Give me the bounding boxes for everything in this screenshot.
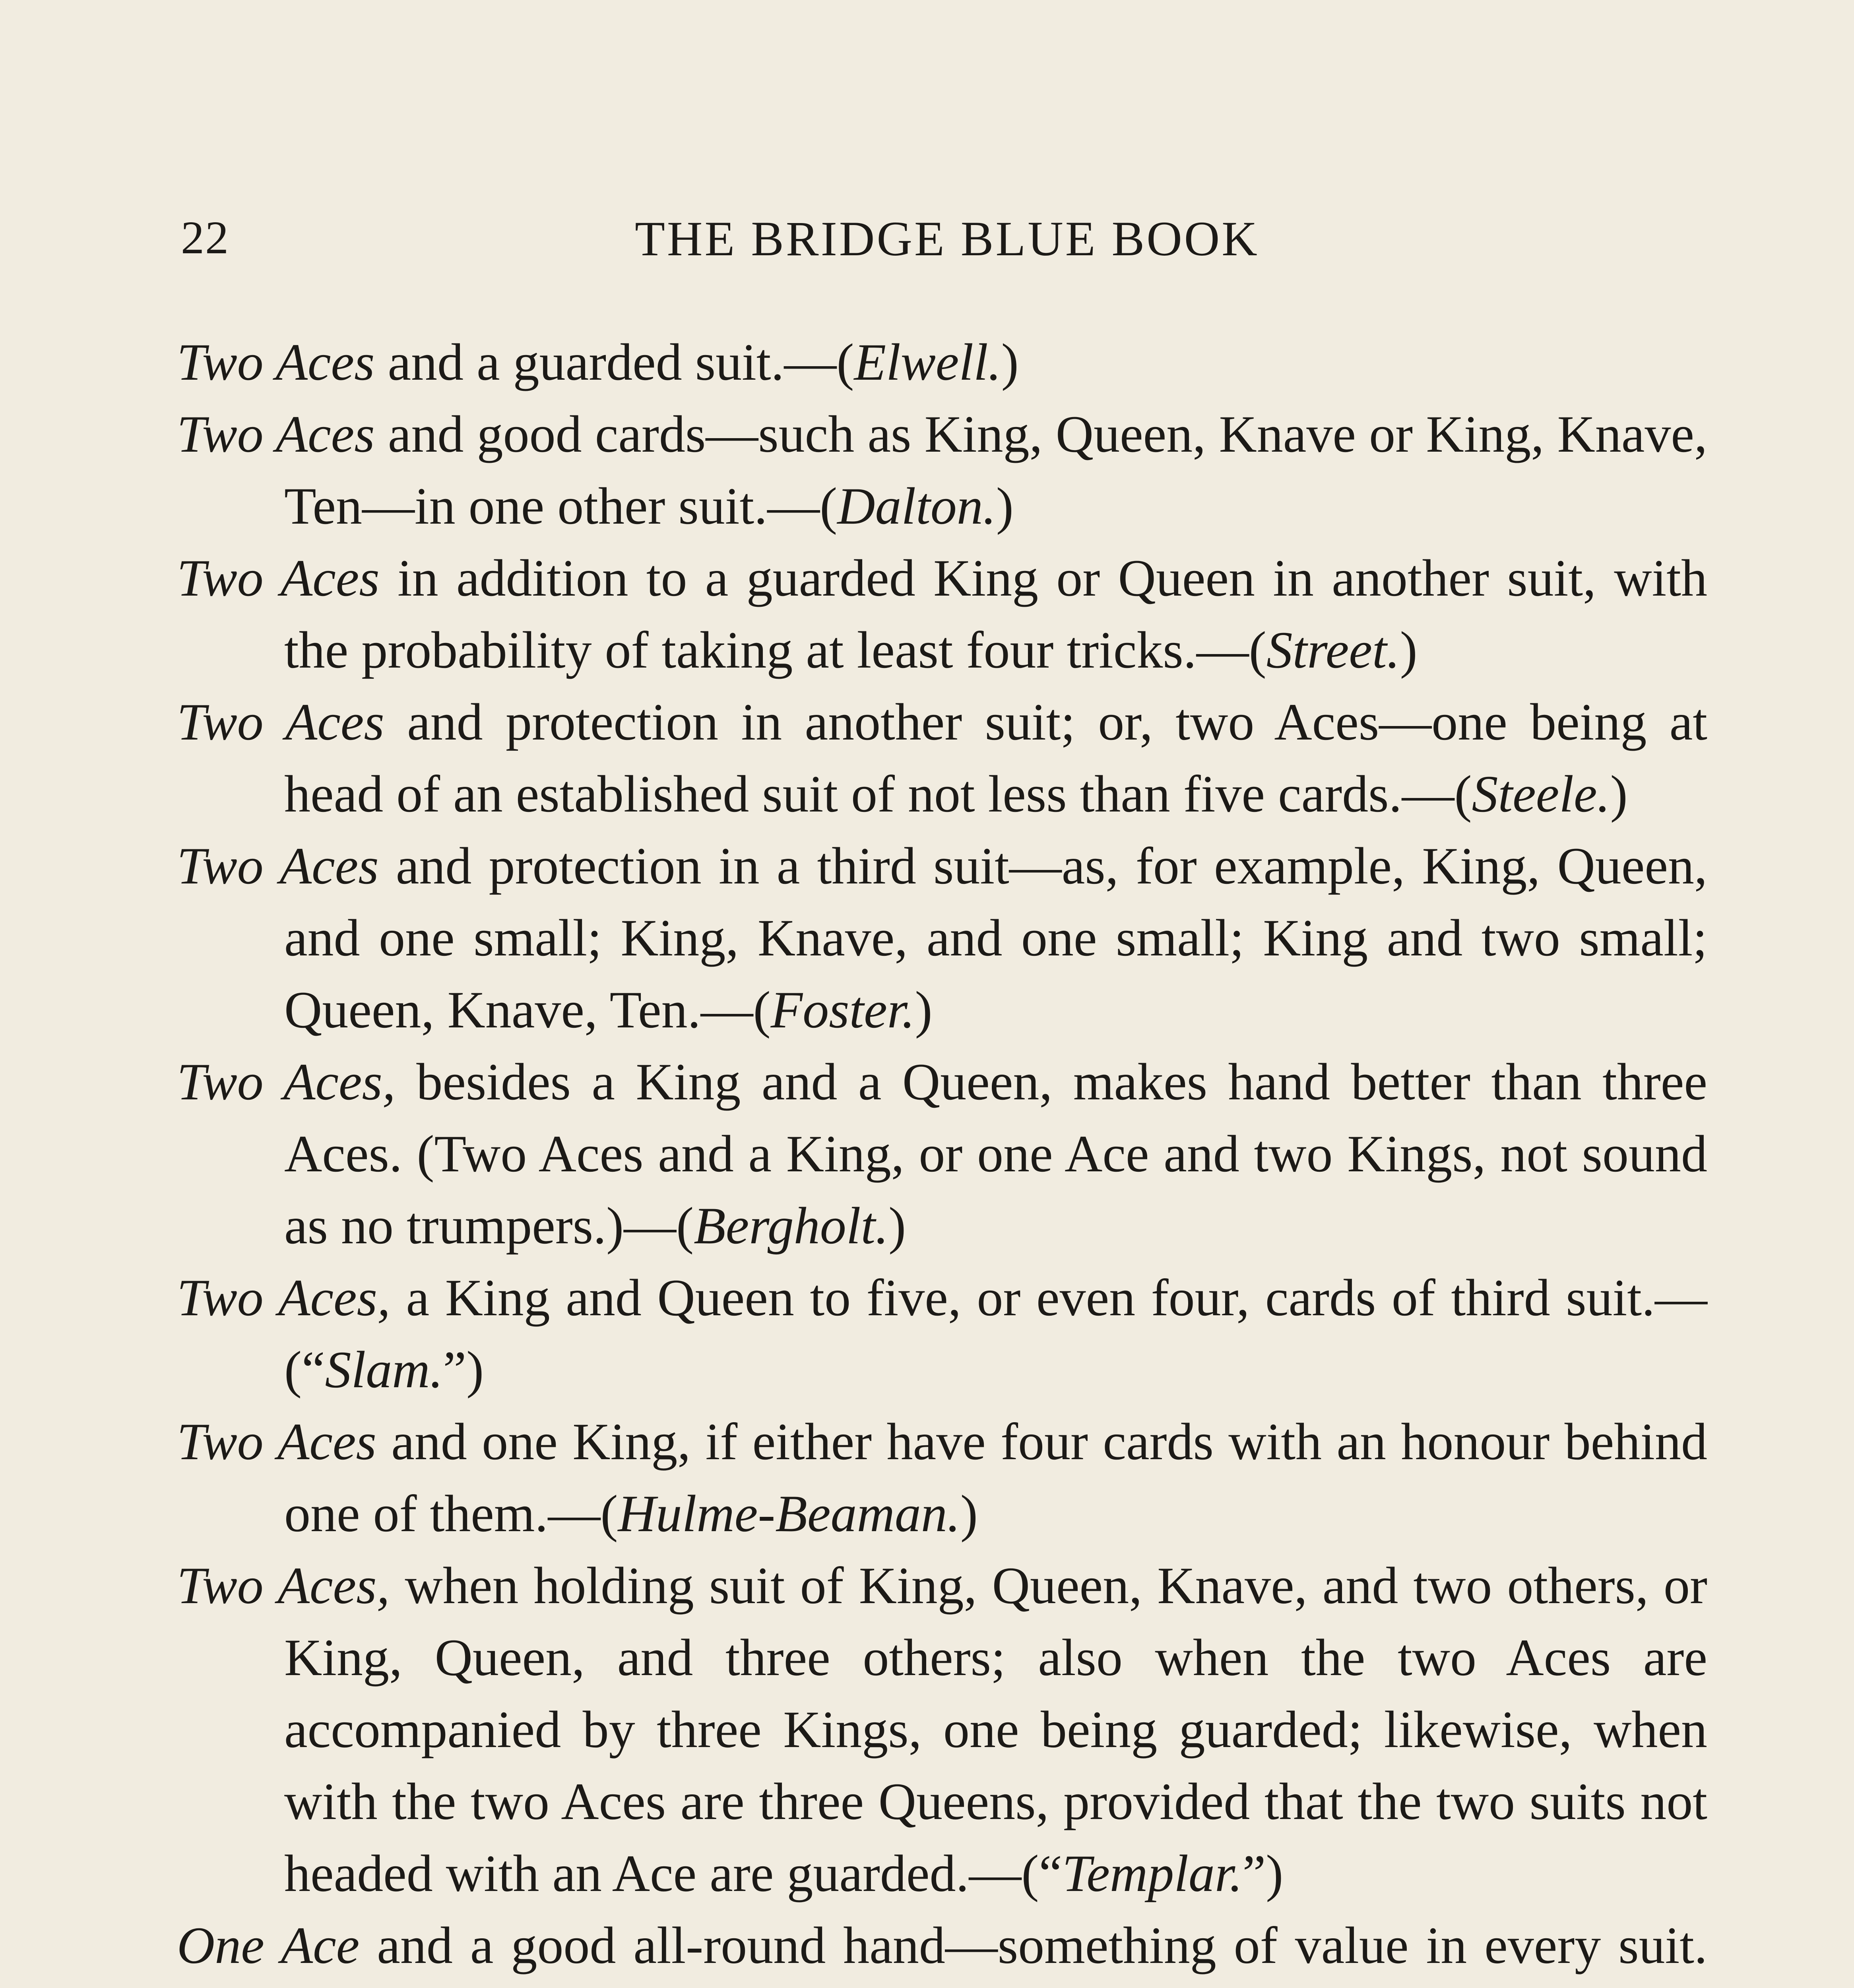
entry-after: ) <box>915 980 933 1039</box>
entry-lead: Two Aces, <box>177 1052 396 1111</box>
entry-after: ”) <box>443 1340 484 1399</box>
entry <box>177 326 1707 398</box>
entry <box>177 1406 1707 1549</box>
entry <box>177 542 1707 686</box>
entry-text: and a good all-round hand—something of value in every suit. <box>377 1916 1707 1974</box>
entry-lead: Two Aces, <box>177 1556 390 1615</box>
entry-source: Elwell. <box>854 333 1001 391</box>
entry-text: when holding suit of King, Queen, Knave, and two others, or King, Queen, and three others; also when the two Aces are accompanied by three Kings, one being guarded; likewise, when with the two Aces are three Queens, provided that the two suits not headed with an Ace are guarded.—(“ <box>284 1556 1708 1903</box>
entry-after: ) <box>1001 333 1019 391</box>
entry-source: Dalton. <box>837 477 996 535</box>
entry-lead: Two Aces <box>177 1412 376 1471</box>
entry-after: ) <box>996 477 1014 535</box>
entry-text: besides a King and a Queen, makes hand better than three Aces. (Two Aces and a King, or one Ace and two Kings, not sound as no trumpers.)—( <box>284 1052 1707 1255</box>
entry-text: and a guarded suit.—( <box>374 333 854 391</box>
page-header <box>181 211 1713 290</box>
entry-source: Foster. <box>770 980 915 1039</box>
entry-text: and protection in a third suit—as, for example, King, Queen, and one small; King, Knave, and one small; King and two small; Queen, Knave, Ten.—( <box>284 837 1707 1039</box>
entry-lead: Two Aces <box>177 333 375 391</box>
entry <box>177 830 1707 1046</box>
entry <box>177 1046 1707 1262</box>
page-body <box>177 326 1707 1988</box>
entry-source: Templar. <box>1062 1844 1243 1903</box>
entry <box>177 686 1707 830</box>
running-title: THE BRIDGE BLUE BOOK <box>635 212 1259 266</box>
entry-lead: Two Aces <box>177 405 375 463</box>
entry <box>177 1909 1707 1988</box>
entry-text: a King and Queen to five, or even four, cards of third suit.—(“ <box>284 1268 1708 1399</box>
entry-text: and good cards—such as King, Queen, Knave or King, Knave, Ten—in one other suit.—( <box>284 405 1707 535</box>
entry-source: Slam. <box>325 1340 443 1399</box>
entry-source: Street. <box>1266 621 1400 679</box>
entry-source: Hulme-Beaman. <box>618 1484 960 1543</box>
entry-text: and one King, if either have four cards with an honour behind one of them.—( <box>284 1412 1708 1543</box>
entry-source: Bergholt. <box>694 1196 889 1255</box>
entry-lead: Two Aces <box>177 837 379 895</box>
entry-lead: Two Aces, <box>177 1268 391 1327</box>
entry-after: ”) <box>1242 1844 1284 1903</box>
entry-lead: Two Aces <box>177 693 384 751</box>
entry-lead: One Ace <box>177 1916 360 1974</box>
entry-after: ) <box>1610 765 1628 823</box>
entry <box>177 398 1707 542</box>
entry-text: and protection in another suit; or, two Aces—one being at head of an established suit of not less than five cards.—( <box>284 693 1708 823</box>
entry <box>177 1549 1707 1909</box>
entry-lead: Two Aces <box>177 549 380 607</box>
entry-source: Steele. <box>1472 765 1610 823</box>
entry-after: ) <box>960 1484 978 1543</box>
entry-after: ) <box>1400 621 1418 679</box>
entry <box>177 1262 1707 1406</box>
entry-after: ) <box>888 1196 906 1255</box>
page-number: 22 <box>181 212 229 264</box>
entry-text: in addition to a guarded King or Queen in another suit, with the probability of taking at least four tricks.—( <box>284 549 1708 679</box>
